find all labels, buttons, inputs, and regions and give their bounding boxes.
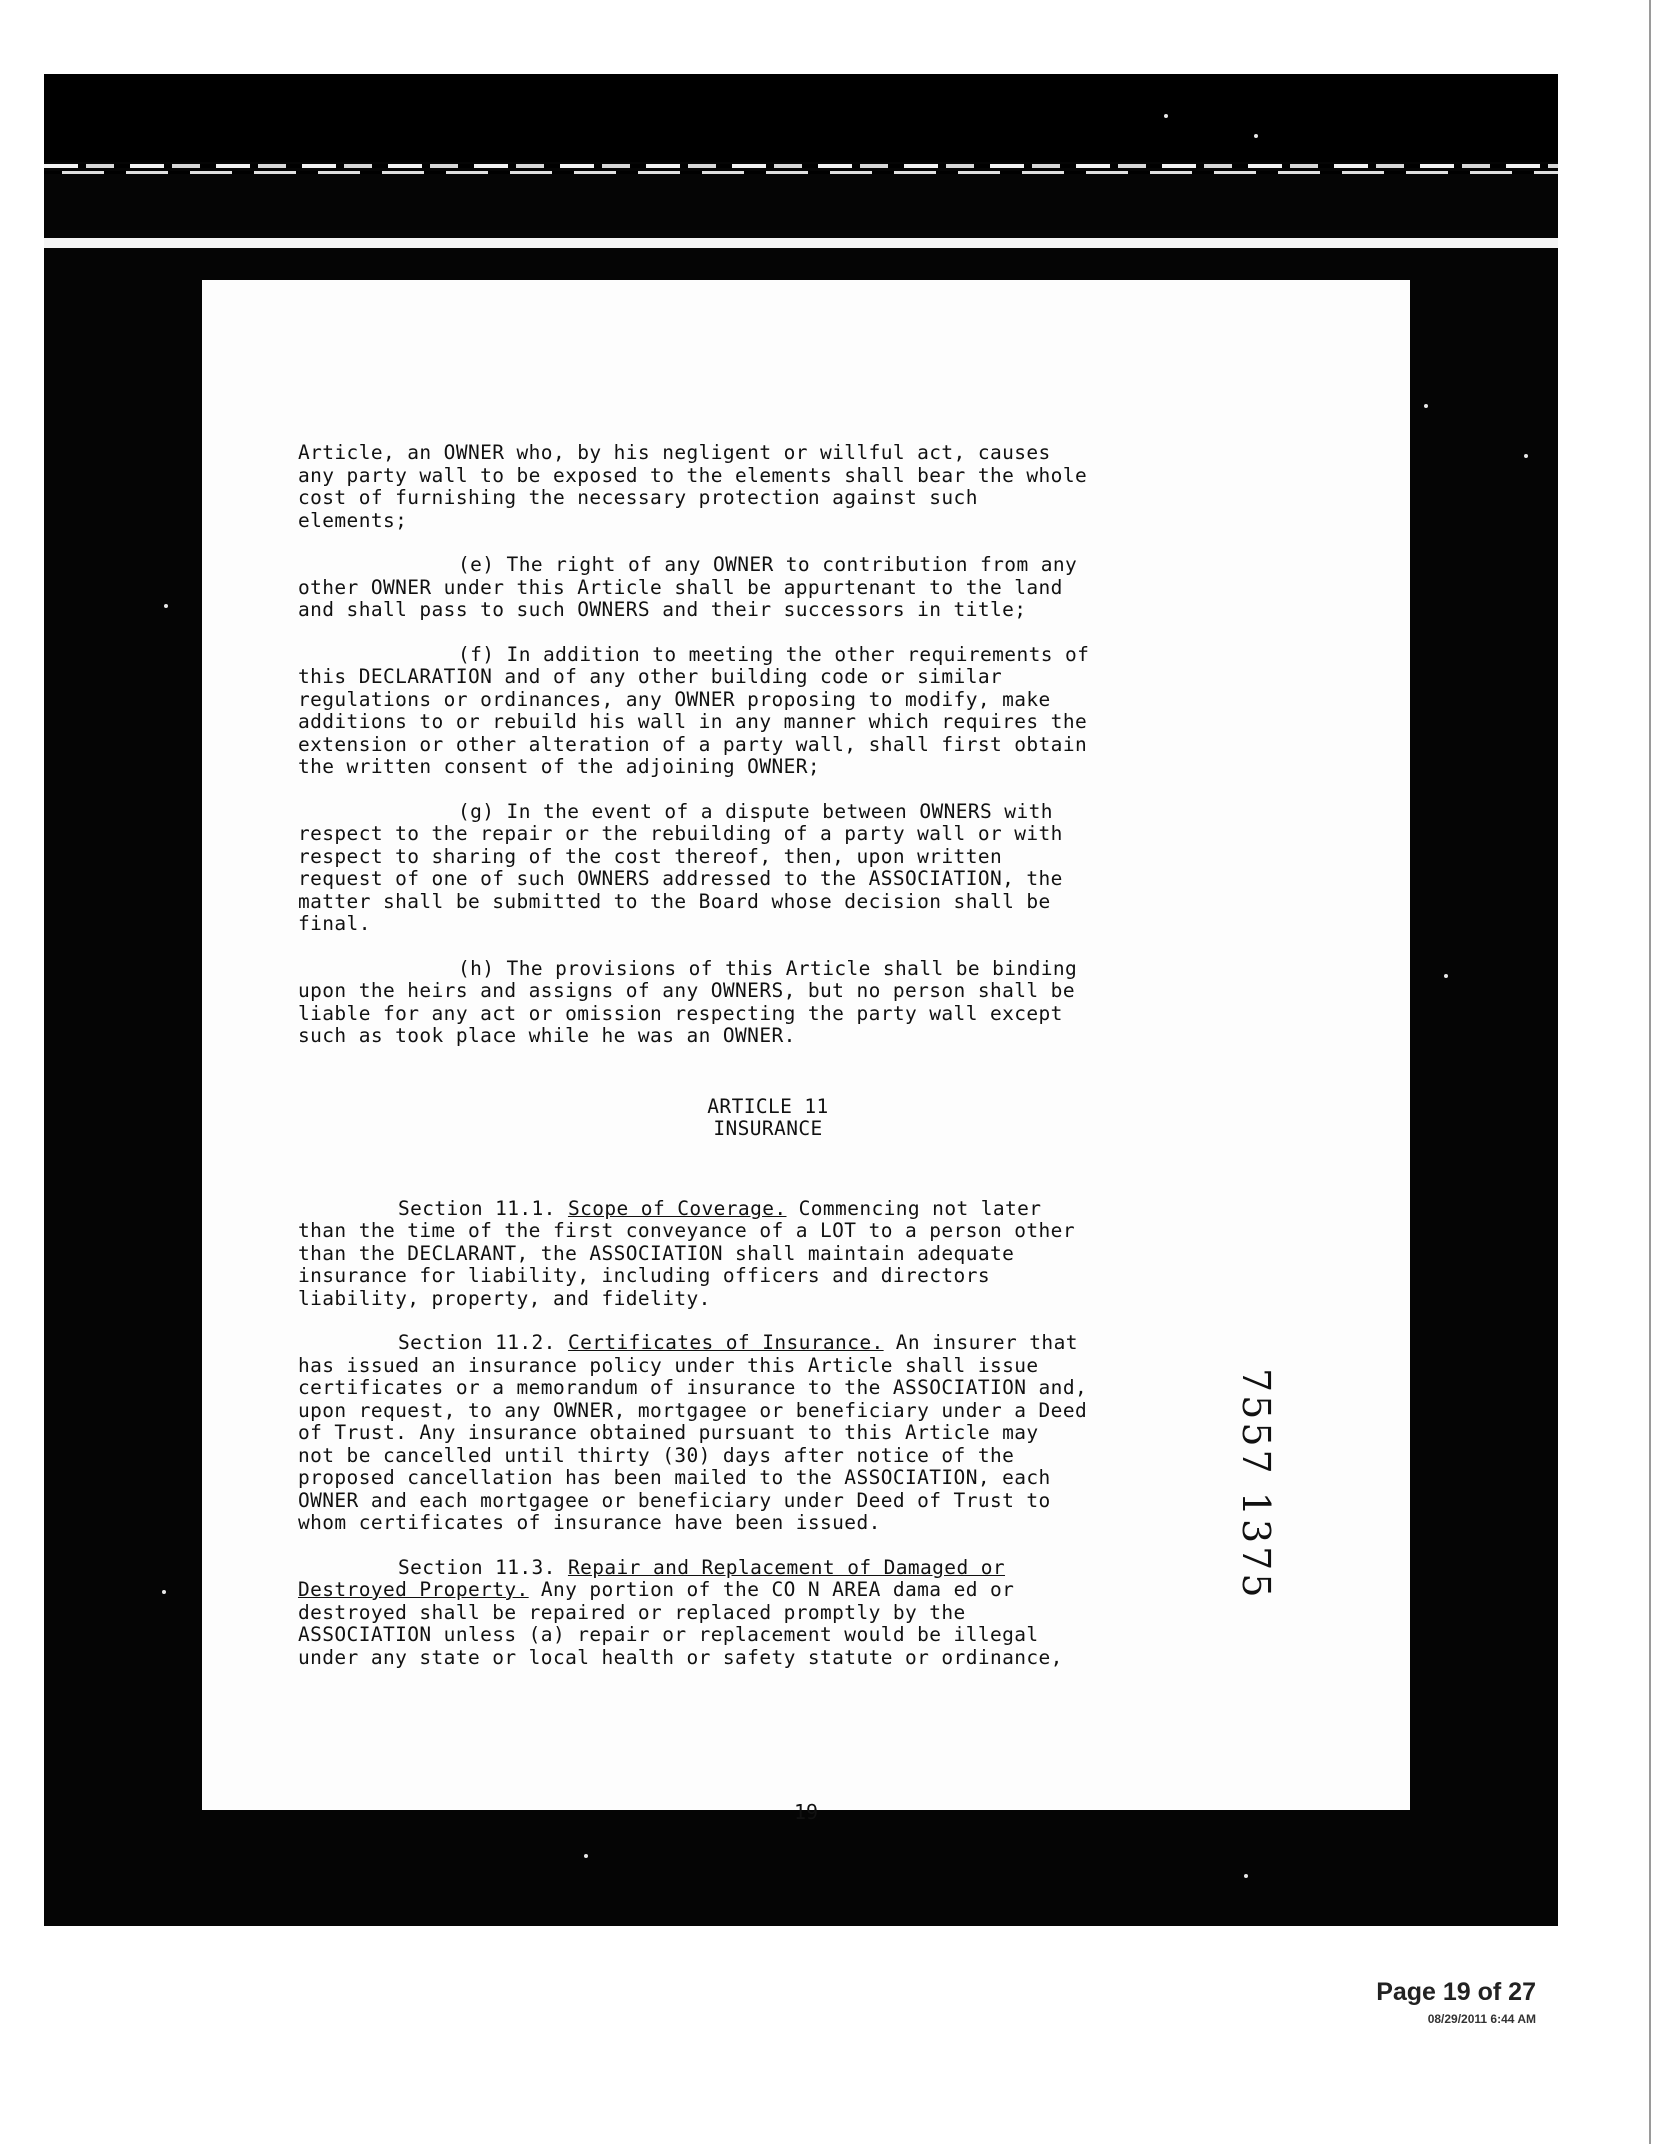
article-number: ARTICLE 11 [707, 1094, 829, 1118]
document-page [202, 280, 1410, 1824]
section-label: Section 11.2. [398, 1331, 556, 1354]
print-timestamp: 08/29/2011 6:44 AM [1427, 2012, 1536, 2026]
section-title: Scope of Coverage. [567, 1196, 787, 1220]
scanned-page [44, 74, 1558, 1926]
article-heading [298, 1096, 1238, 1140]
scan-speck [1524, 454, 1528, 458]
scan-speck [1244, 1874, 1248, 1878]
section-body: Commencing not later than the time of the first conveyance of a LOT to a person other than the DECLARANT, the ASSOCIATION shall maintain adequate insurance for liability, including officers and directors liability, property, and fidelity. [298, 1196, 1075, 1310]
scan-streak [44, 171, 1558, 174]
scan-streak [44, 164, 1558, 168]
section-body: Any portion of the CO N AREA dama ed or destroyed shall be repaired or replaced promptly by the ASSOCIATION unless (a) repair or replacement would be illegal under any state or local health or safety statute or ordinance, [298, 1578, 1063, 1669]
scan-speck [1254, 134, 1258, 138]
section-11-2 [298, 1332, 1238, 1535]
paragraph-g: (g) In the event of a dispute between OWNERS with respect to the repair or the rebuilding of a party wall or with respect to sharing of the cost thereof, then, upon written request of one of such OWNERS addressed to the ASSOCIATION, the matter shall be submitted to the Board whose decision shall be final. [298, 799, 1063, 935]
section-body: An insurer that has issued an insurance policy under this Article shall issue certificates or a memorandum of insurance to the ASSOCIATION and, upon request, to any OWNER, mortgagee or beneficiary under a Deed of Trust. Any insurance obtained pursuant to this Article may not be cancelled until thirty (30) days after notice of the proposed cancellation has been mailed to the ASSOCIATION, each OWNER and each mortgagee or beneficiary under Deed of Trust to whom certificates of insurance have been issued. [298, 1331, 1088, 1534]
page-counter: Page 19 of 27 [1376, 1978, 1536, 2006]
section-label: Section 11.1. [398, 1196, 556, 1220]
document-body [298, 442, 1238, 1691]
scan-speck [584, 1854, 588, 1858]
page-number: 19 [793, 1800, 819, 1824]
section-11-3 [298, 1557, 1238, 1670]
scan-speck [162, 1590, 166, 1594]
page-edge-rule [1649, 0, 1651, 2144]
paragraph-continued: Article, an OWNER who, by his negligent or willful act, causes any party wall to be exposed to the elements shall bear the whole cost of furnishing the necessary protection against such elements; [298, 441, 1088, 532]
scan-top-band [44, 74, 1558, 162]
scan-speck [164, 604, 168, 608]
paragraph-e: (e) The right of any OWNER to contribution from any other OWNER under this Article shall be appurtenant to the land and shall pass to such OWNERS and their successors in title; [298, 553, 1078, 621]
scan-speck [1164, 114, 1168, 118]
paragraph-h: (h) The provisions of this Article shall be binding upon the heirs and assigns of any OWNERS, but no person shall be liable for any act or omission respecting the party wall except such as took place while he was an OWNER. [298, 956, 1078, 1047]
scan-speck [1444, 974, 1448, 978]
article-title: INSURANCE [713, 1116, 823, 1140]
paragraph-f: (f) In addition to meeting the other requirements of this DECLARATION and of any other building code or similar regulations or ordinances, any OWNER proposing to modify, make additions to or rebuild his wall in any manner which requires the extension or other alteration of a party wall, shall first obtain the written consent of the adjoining OWNER; [298, 642, 1090, 778]
section-title: Certificates of Insurance. [567, 1331, 884, 1354]
section-label: Section 11.3. [398, 1555, 556, 1579]
scan-streak [44, 238, 1558, 248]
recording-number: 7557 1375 [1234, 1368, 1278, 1601]
section-title: Repair and Replacement of Damaged or Destroyed Property. [298, 1555, 1006, 1601]
scan-speck [1424, 404, 1428, 408]
section-11-1 [298, 1198, 1238, 1311]
